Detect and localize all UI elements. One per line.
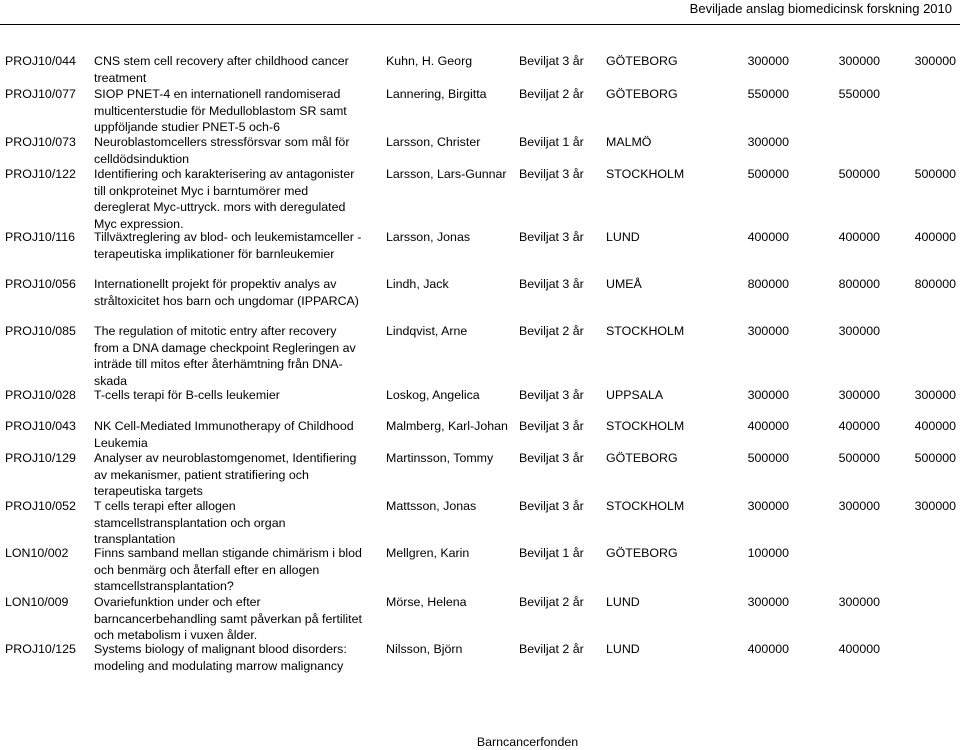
- project-title: CNS stem cell recovery after childhood cancer treatment: [94, 54, 349, 85]
- amount-year-1: 500000: [747, 167, 789, 181]
- project-title: The regulation of mitotic entry after recovery from a DNA damage checkpoint Regleringen av inträde till mitos efter återhämtning från DNA- skada: [94, 324, 356, 388]
- project-code: PROJ10/052: [5, 499, 76, 513]
- grant-status: Beviljat 1 år: [519, 546, 584, 560]
- grant-status: Beviljat 2 år: [519, 324, 584, 338]
- page-header-title: Beviljade anslag biomedicinsk forskning 2010: [560, 0, 960, 22]
- project-title: Neuroblastomcellers stressförsvar som mål för celldödsinduktion: [94, 135, 350, 166]
- applicant-name: Nilsson, Björn: [386, 642, 463, 656]
- amount-year-1: 300000: [747, 388, 789, 402]
- amount-year-3: 300000: [914, 54, 956, 68]
- city: GÖTEBORG: [606, 54, 678, 68]
- project-code: PROJ10/085: [5, 324, 76, 338]
- city: STOCKHOLM: [606, 324, 685, 338]
- city: LUND: [606, 642, 640, 656]
- project-code: PROJ10/077: [5, 87, 76, 101]
- amount-year-2: 400000: [838, 230, 880, 244]
- project-code: LON10/009: [5, 595, 69, 609]
- applicant-name: Kuhn, H. Georg: [386, 54, 473, 68]
- project-code: PROJ10/044: [5, 54, 76, 68]
- project-title: Tillväxtreglering av blod- och leukemistamceller - terapeutiska implikationer för barnleukemier: [94, 230, 362, 261]
- page-footer: Barncancerfonden: [476, 735, 579, 749]
- project-code: PROJ10/125: [5, 642, 76, 656]
- project-code: PROJ10/073: [5, 135, 76, 149]
- applicant-name: Lindh, Jack: [386, 277, 449, 291]
- grant-status: Beviljat 3 år: [519, 419, 584, 433]
- grant-status: Beviljat 3 år: [519, 277, 584, 291]
- project-code: PROJ10/116: [5, 230, 76, 244]
- amount-year-1: 400000: [747, 419, 789, 433]
- project-title: Finns samband mellan stigande chimärism i blod och benmärg och återfall efter en allogen stamcellstransplantation?: [94, 546, 362, 593]
- applicant-name: Mattsson, Jonas: [386, 499, 477, 513]
- amount-year-1: 300000: [747, 595, 789, 609]
- project-code: PROJ10/056: [5, 277, 76, 291]
- amount-year-1: 300000: [747, 324, 789, 338]
- grant-status: Beviljat 2 år: [519, 642, 584, 656]
- project-title: SIOP PNET-4 en internationell randomiserad multicenterstudie för Medulloblastom SR samt uppföljande studier PNET-5 och-6: [94, 87, 347, 134]
- project-title: Systems biology of malignant blood disorders: modeling and modulating marrow malignancy: [94, 642, 347, 673]
- project-title: T-cells terapi för B-cells leukemier: [94, 388, 280, 402]
- project-title: Analyser av neuroblastomgenomet, Identifiering av mekanismer, patient stratifiering och terapeutiska targets: [94, 451, 357, 498]
- amount-year-2: 300000: [838, 388, 880, 402]
- header-divider: [0, 24, 960, 25]
- applicant-name: Larsson, Jonas: [386, 230, 471, 244]
- city: STOCKHOLM: [606, 419, 685, 433]
- applicant-name: Loskog, Angelica: [386, 388, 480, 402]
- grant-status: Beviljat 2 år: [519, 595, 584, 609]
- grant-status: Beviljat 3 år: [519, 499, 584, 513]
- project-code: PROJ10/043: [5, 419, 76, 433]
- amount-year-1: 300000: [747, 54, 789, 68]
- project-title: Identifiering och karakterisering av antagonister till onkproteinet Myc i barntumörer med dereglerat Myc-uttryck. mors with deregulated Myc expression.: [94, 167, 355, 231]
- city: GÖTEBORG: [606, 451, 678, 465]
- applicant-name: Lannering, Birgitta: [386, 87, 487, 101]
- amount-year-2: 800000: [838, 277, 880, 291]
- applicant-name: Larsson, Lars-Gunnar: [386, 167, 507, 181]
- amount-year-1: 550000: [747, 87, 789, 101]
- project-code: PROJ10/028: [5, 388, 76, 402]
- amount-year-2: 500000: [838, 451, 880, 465]
- amount-year-1: 100000: [747, 546, 789, 560]
- grant-status: Beviljat 2 år: [519, 87, 584, 101]
- project-code: LON10/002: [5, 546, 69, 560]
- amount-year-2: 300000: [838, 54, 880, 68]
- amount-year-1: 400000: [747, 230, 789, 244]
- amount-year-2: 400000: [838, 419, 880, 433]
- amount-year-2: 300000: [838, 595, 880, 609]
- applicant-name: Larsson, Christer: [386, 135, 481, 149]
- amount-year-3: 800000: [914, 277, 956, 291]
- amount-year-3: 300000: [914, 499, 956, 513]
- city: GÖTEBORG: [606, 546, 678, 560]
- amount-year-1: 300000: [747, 499, 789, 513]
- grant-status: Beviljat 3 år: [519, 451, 584, 465]
- applicant-name: Malmberg, Karl-Johan: [386, 419, 508, 433]
- amount-year-2: 500000: [838, 167, 880, 181]
- applicant-name: Martinsson, Tommy: [386, 451, 494, 465]
- amount-year-2: 400000: [838, 642, 880, 656]
- city: GÖTEBORG: [606, 87, 678, 101]
- project-title: T cells terapi efter allogen stamcellstransplantation och organ transplantation: [94, 499, 286, 546]
- applicant-name: Lindqvist, Arne: [386, 324, 468, 338]
- project-code: PROJ10/129: [5, 451, 76, 465]
- amount-year-1: 500000: [747, 451, 789, 465]
- amount-year-3: 300000: [914, 388, 956, 402]
- amount-year-2: 300000: [838, 324, 880, 338]
- grant-status: Beviljat 3 år: [519, 167, 584, 181]
- grant-status: Beviljat 1 år: [519, 135, 584, 149]
- city: STOCKHOLM: [606, 499, 685, 513]
- city: MALMÖ: [606, 135, 652, 149]
- amount-year-3: 400000: [914, 419, 956, 433]
- grant-status: Beviljat 3 år: [519, 230, 584, 244]
- applicant-name: Mellgren, Karin: [386, 546, 470, 560]
- applicant-name: Mörse, Helena: [386, 595, 467, 609]
- amount-year-1: 800000: [747, 277, 789, 291]
- amount-year-3: 500000: [914, 167, 956, 181]
- amount-year-3: 400000: [914, 230, 956, 244]
- city: LUND: [606, 595, 640, 609]
- amount-year-2: 550000: [838, 87, 880, 101]
- grant-status: Beviljat 3 år: [519, 388, 584, 402]
- project-title: NK Cell-Mediated Immunotherapy of Childhood Leukemia: [94, 419, 354, 450]
- grant-status: Beviljat 3 år: [519, 54, 584, 68]
- amount-year-2: 300000: [838, 499, 880, 513]
- city: STOCKHOLM: [606, 167, 685, 181]
- amount-year-1: 300000: [747, 135, 789, 149]
- amount-year-3: 500000: [914, 451, 956, 465]
- project-title: Internationellt projekt för propektiv analys av stråltoxicitet hos barn och ungdomar (IPPARCA): [94, 277, 359, 308]
- city: LUND: [606, 230, 640, 244]
- city: UPPSALA: [606, 388, 664, 402]
- project-title: Ovariefunktion under och efter barncancerbehandling samt påverkan på fertilitet och metabolism i vuxen ålder.: [94, 595, 362, 642]
- city: UMEÅ: [606, 277, 642, 291]
- project-code: PROJ10/122: [5, 167, 76, 181]
- amount-year-1: 400000: [747, 642, 789, 656]
